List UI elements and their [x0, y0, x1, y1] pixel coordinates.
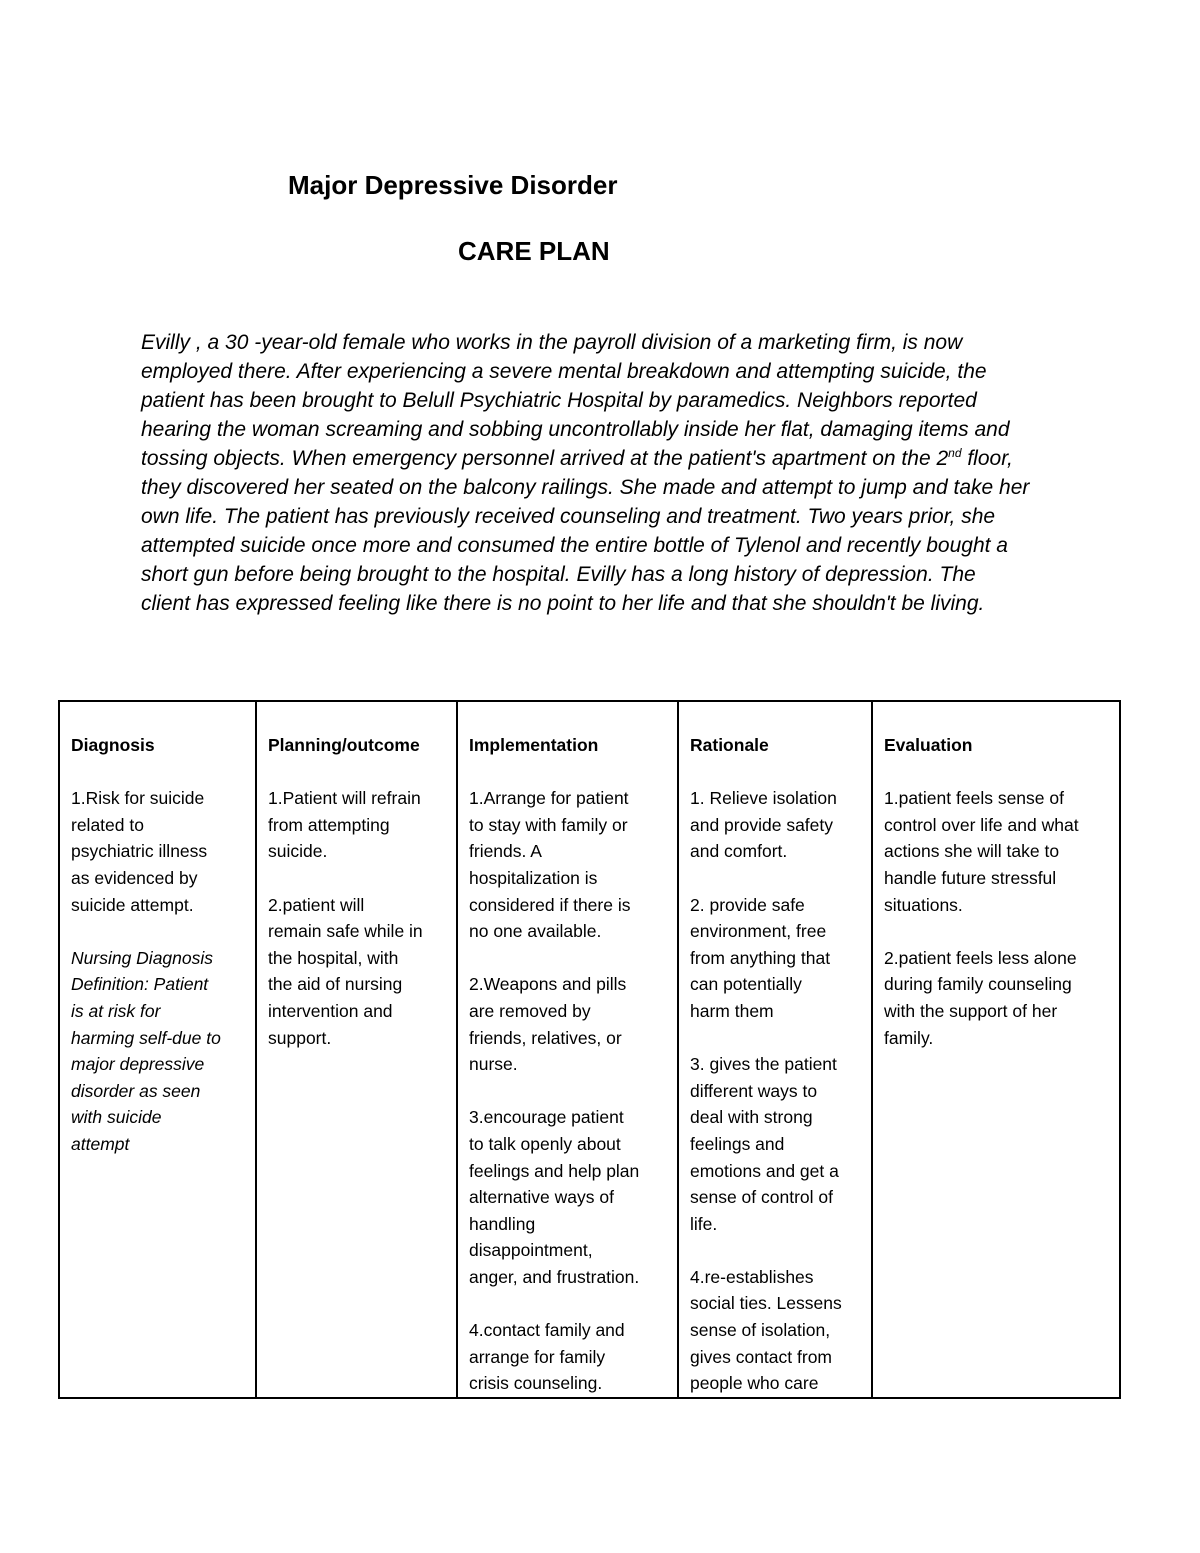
planning-cell [256, 701, 457, 1398]
case-line-text: floor, [961, 447, 1013, 470]
planning-header: Planning/outcome [268, 735, 420, 755]
diagnosis-definition: Nursing Diagnosis Definition: Patient is at risk for harming self-due to major depressive disorder as seen with suicide attempt [71, 947, 221, 1154]
implementation-entry: 2.Weapons and pills are removed by friends, relatives, or nurse. [469, 974, 627, 1075]
case-line: patient has been brought to Belull Psychiatric Hospital by paramedics. Neighbors reported [141, 389, 977, 412]
evaluation-cell [872, 701, 1120, 1398]
case-line: short gun before being brought to the hospital. Evilly has a long history of depression. The [141, 563, 976, 586]
case-line-text: tossing objects. When emergency personnel arrived at the patient's apartment on the 2 [141, 447, 949, 470]
planning-entry: 1.Patient will refrain from attempting suicide. [268, 788, 421, 862]
case-line: client has expressed feeling like there is no point to her life and that she shouldn't be living. [141, 592, 985, 615]
implementation-entry: 3.encourage patient to talk openly about feelings and help plan alternative ways of handling disappointment, anger, and frustration. [469, 1107, 640, 1287]
case-line: Evilly , a 30 -year-old female who works in the payroll division of a marketing firm, is now [141, 331, 963, 354]
rationale-cell [678, 701, 872, 1398]
document-subtitle: CARE PLAN [458, 236, 610, 266]
evaluation-header: Evaluation [884, 735, 973, 755]
implementation-cell [457, 701, 678, 1398]
case-line: own life. The patient has previously received counseling and treatment. Two years prior, she [141, 505, 996, 528]
case-line: hearing the woman screaming and sobbing uncontrollably inside her flat, damaging items and [141, 418, 1010, 441]
diagnosis-entry: 1.Risk for suicide related to psychiatric illness as evidenced by suicide attempt. [71, 788, 208, 915]
case-line [141, 444, 1066, 473]
case-line: employed there. After experiencing a severe mental breakdown and attempting suicide, the [141, 360, 987, 383]
implementation-entry: 1.Arrange for patient to stay with family or friends. A hospitalization is considered if there is no one available. [469, 788, 631, 942]
rationale-header: Rationale [690, 735, 769, 755]
care-plan-table [58, 700, 1121, 1399]
case-line: attempted suicide once more and consumed the entire bottle of Tylenol and recently bought a [141, 534, 1008, 557]
implementation-entry: 4.contact family and arrange for family crisis counseling. [469, 1320, 625, 1394]
rationale-entry: 2. provide safe environment, free from anything that can potentially harm them [690, 894, 831, 1021]
case-line: they discovered her seated on the balcony railings. She made and attempt to jump and take her [141, 476, 1030, 499]
rationale-entry: 3. gives the patient different ways to deal with strong feelings and emotions and get a sense of control of life. [690, 1054, 839, 1234]
implementation-header: Implementation [469, 735, 599, 755]
evaluation-entry: 1.patient feels sense of control over life and what actions she will take to handle future stressful situations. [884, 788, 1079, 915]
rationale-entry: 4.re-establishes social ties. Lessens sense of isolation, gives contact from people who care [690, 1266, 842, 1394]
document-title: Major Depressive Disorder [288, 170, 618, 200]
evaluation-entry: 2.patient feels less alone during family counseling with the support of her family. [884, 947, 1077, 1048]
diagnosis-header: Diagnosis [71, 735, 155, 755]
rationale-entry: 1. Relieve isolation and provide safety and comfort. [690, 788, 837, 862]
case-study-paragraph [141, 328, 1066, 618]
table-row [59, 701, 1120, 1398]
ordinal-suffix: nd [948, 446, 962, 460]
planning-entry: 2.patient will remain safe while in the hospital, with the aid of nursing intervention and support. [268, 894, 423, 1048]
diagnosis-cell [59, 701, 256, 1398]
